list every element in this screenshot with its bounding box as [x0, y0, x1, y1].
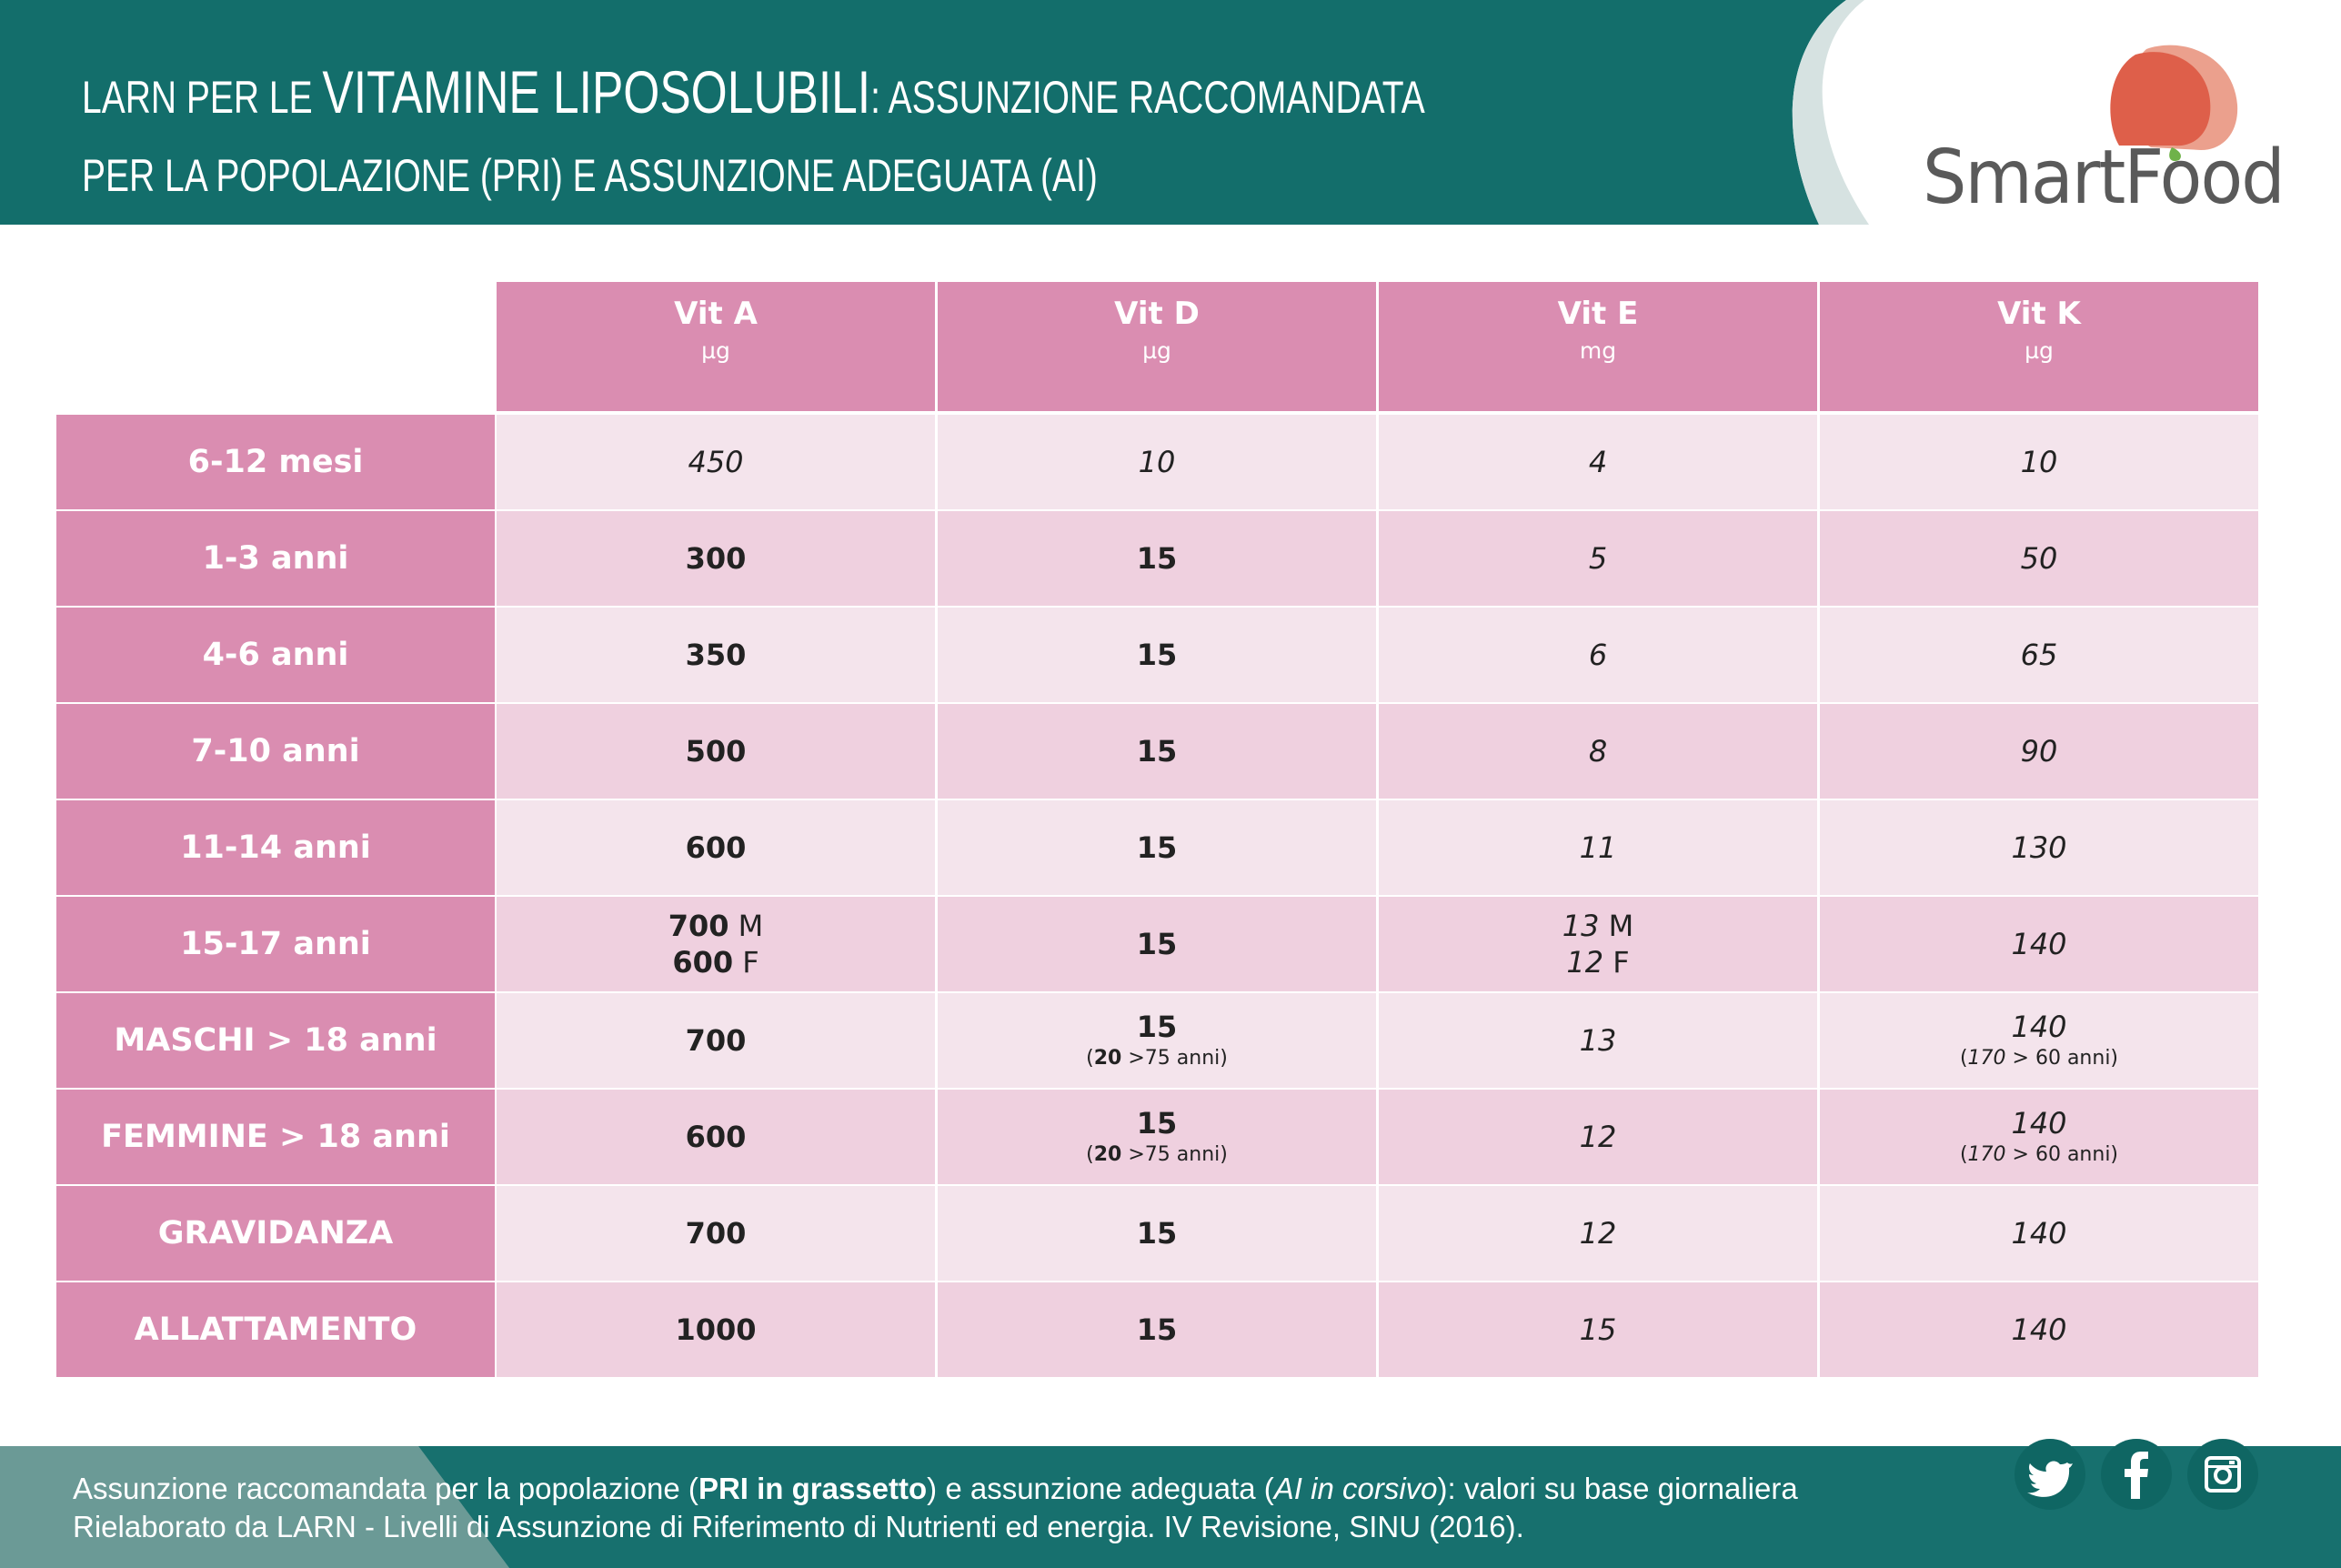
cell-value [686, 637, 747, 673]
logo-wordmark: SmartFood [1923, 135, 2284, 221]
cell-value [1580, 1215, 1617, 1251]
column-unit: mg [1579, 337, 1617, 364]
value-part: M [1599, 909, 1634, 943]
cell-value [1137, 1312, 1178, 1348]
cell-value [1562, 908, 1634, 944]
table-cell [1820, 608, 2258, 702]
value-part: 15 [1136, 1010, 1178, 1044]
value-part: 15 [1136, 638, 1178, 672]
column-unit: µg [701, 337, 730, 364]
footer-text-italic: AI in corsivo [1273, 1472, 1438, 1505]
footer-text: Assunzione raccomandata per la popolazione ( [73, 1472, 698, 1505]
value-part: ( [1086, 1047, 1094, 1070]
cell-note [1960, 1045, 2118, 1072]
cell-note [1960, 1141, 2118, 1169]
table-cell [1379, 608, 1817, 702]
table-cell [1820, 704, 2258, 799]
table-cell [497, 511, 935, 606]
column-name: Vit K [1997, 296, 2081, 332]
column-header-vit-k [1820, 282, 2258, 411]
cell-value [1137, 637, 1178, 673]
value-part: 50 [2020, 541, 2058, 576]
row-label: 15-17 anni [56, 897, 495, 991]
value-part: 12 [1579, 1120, 1617, 1154]
footer-text: ) e assunzione adeguata ( [927, 1472, 1274, 1505]
row-label: MASCHI > 18 anni [56, 993, 495, 1088]
value-part: > 60 anni) [2005, 1143, 2119, 1166]
table-cell [938, 415, 1376, 509]
cell-value [2021, 637, 2058, 673]
value-part: ( [1959, 1047, 1968, 1070]
value-part: 130 [2011, 830, 2067, 865]
title-part: : ASSUNZIONE RACCOMANDATA [870, 72, 1425, 123]
table-cell [497, 993, 935, 1088]
row-label: 7-10 anni [56, 704, 495, 799]
value-part: 15 [1136, 734, 1178, 769]
value-part: 12 [1566, 945, 1604, 980]
table-cell [1820, 415, 2258, 509]
table-cell [497, 1282, 935, 1377]
value-part: 600 [685, 1120, 747, 1154]
title-part: LARN PER LE [82, 72, 323, 123]
table-cell [938, 1186, 1376, 1281]
page-title [82, 53, 1425, 215]
cell-note [1086, 1045, 1228, 1072]
cell-value [1137, 1105, 1178, 1141]
title-line-1 [82, 53, 1425, 136]
table-cell [1379, 1282, 1817, 1377]
value-part: 6 [1588, 638, 1608, 672]
value-part: F [1603, 945, 1630, 980]
table-cell [1820, 1186, 2258, 1281]
cell-value [1566, 944, 1629, 980]
cell-value [1137, 733, 1178, 769]
value-part: 15 [1136, 1106, 1178, 1141]
cell-value [1580, 1119, 1617, 1155]
cell-value [1580, 1312, 1617, 1348]
column-unit: µg [1142, 337, 1171, 364]
table-cell [938, 1282, 1376, 1377]
instagram-icon[interactable] [2187, 1439, 2258, 1510]
cell-value [686, 829, 747, 866]
cell-value [686, 733, 747, 769]
cell-value [2011, 926, 2066, 962]
cell-value [1589, 637, 1607, 673]
cell-value [672, 944, 759, 980]
value-part: 11 [1579, 830, 1617, 865]
table-cell [938, 511, 1376, 606]
table-cell [938, 704, 1376, 799]
row-label: 6-12 mesi [56, 415, 495, 509]
value-part: 65 [2020, 638, 2058, 672]
cell-value [2011, 1009, 2066, 1045]
value-part: 700 [685, 1216, 747, 1251]
table-cell [497, 704, 935, 799]
value-part: 170 [1967, 1143, 2006, 1166]
value-part: >75 anni) [1121, 1047, 1228, 1070]
value-part: 600 [672, 945, 734, 980]
table-cell [497, 415, 935, 509]
header-banner [0, 0, 2341, 225]
cell-value [1137, 829, 1178, 866]
row-label: FEMMINE > 18 anni [56, 1090, 495, 1184]
cell-value [1589, 540, 1607, 577]
table-cell [1379, 704, 1817, 799]
cell-value [2011, 1105, 2066, 1141]
table-cell [1379, 1186, 1817, 1281]
cell-value [686, 1022, 747, 1059]
table-cell [938, 1090, 1376, 1184]
value-part: 10 [1138, 445, 1176, 479]
value-part: 170 [1967, 1047, 2006, 1070]
row-label: 1-3 anni [56, 511, 495, 606]
table-cell [1379, 1090, 1817, 1184]
value-part: 1000 [675, 1312, 757, 1347]
value-part: 10 [2020, 445, 2058, 479]
value-part: 140 [2011, 1312, 2067, 1347]
table-cell [1820, 993, 2258, 1088]
value-part: >75 anni) [1121, 1143, 1228, 1166]
cell-value [688, 444, 743, 480]
table-cell [1820, 897, 2258, 991]
row-label: ALLATTAMENTO [56, 1282, 495, 1377]
cell-value [686, 1215, 747, 1251]
value-part: 15 [1579, 1312, 1617, 1347]
cell-value [686, 540, 747, 577]
column-name: Vit E [1557, 296, 1639, 332]
table-cell [1820, 511, 2258, 606]
value-part: 13 [1579, 1023, 1617, 1058]
table-cell [1379, 415, 1817, 509]
footer-text: ): valori su base giornaliera [1437, 1472, 1798, 1505]
footer-text-bold: PRI in grassetto [698, 1472, 928, 1505]
title-line-2: PER LA POPOLAZIONE (PRI) E ASSUNZIONE ADEGUATA (AI) [82, 150, 1098, 201]
column-unit: µg [2025, 337, 2054, 364]
value-part: F [733, 945, 759, 980]
value-part: 600 [685, 830, 747, 865]
value-part: ( [1086, 1143, 1094, 1166]
cell-note [1086, 1141, 1228, 1169]
table-cell [497, 897, 935, 991]
value-part: 8 [1588, 734, 1608, 769]
value-part: M [728, 909, 764, 943]
cell-value [1580, 829, 1617, 866]
cell-value [2021, 540, 2058, 577]
value-part: 5 [1588, 541, 1608, 576]
twitter-icon[interactable] [2014, 1439, 2085, 1510]
value-part: 4 [1588, 445, 1608, 479]
column-header-vit-e [1379, 282, 1817, 411]
cell-value [2021, 444, 2058, 480]
value-part: 140 [2011, 1010, 2067, 1044]
value-part: 20 [1093, 1047, 1122, 1070]
value-part: 450 [688, 445, 744, 479]
row-label: 11-14 anni [56, 800, 495, 895]
cell-value [1137, 926, 1178, 962]
cell-value [668, 908, 764, 944]
cell-value [1580, 1022, 1617, 1059]
table-cell [497, 1090, 935, 1184]
value-part: 140 [2011, 927, 2067, 961]
value-part: 700 [685, 1023, 747, 1058]
table-cell [497, 608, 935, 702]
value-part: 500 [685, 734, 747, 769]
cell-value [2011, 829, 2066, 866]
table-cell [497, 800, 935, 895]
cell-value [1137, 1009, 1178, 1045]
value-part: 15 [1136, 830, 1178, 865]
table-cell [938, 608, 1376, 702]
value-part: 15 [1136, 1312, 1178, 1347]
column-header-vit-a [497, 282, 935, 411]
value-part: 300 [685, 541, 747, 576]
cell-value [1137, 540, 1178, 577]
table-cell [1820, 1282, 2258, 1377]
cell-value [1589, 733, 1607, 769]
cell-value [675, 1312, 756, 1348]
table-cell [938, 993, 1376, 1088]
value-part: 15 [1136, 927, 1178, 961]
table-cell [1820, 1090, 2258, 1184]
table-cell [1379, 993, 1817, 1088]
column-header-vit-d [938, 282, 1376, 411]
cell-value [2011, 1215, 2066, 1251]
value-part: 13 [1562, 909, 1600, 943]
cell-value [2011, 1312, 2066, 1348]
footer-legend [73, 1470, 1798, 1508]
column-name: Vit D [1114, 296, 1200, 332]
table-cell [1379, 511, 1817, 606]
value-part: 140 [2011, 1106, 2067, 1141]
cell-value [1137, 1215, 1178, 1251]
column-name: Vit A [674, 296, 758, 332]
value-part: > 60 anni) [2005, 1047, 2119, 1070]
table-cell [1379, 800, 1817, 895]
value-part: ( [1959, 1143, 1968, 1166]
cell-value [686, 1119, 747, 1155]
cell-value [1139, 444, 1176, 480]
value-part: 140 [2011, 1216, 2067, 1251]
row-label: 4-6 anni [56, 608, 495, 702]
table-cell [938, 897, 1376, 991]
value-part: 20 [1093, 1143, 1122, 1166]
value-part: 90 [2020, 734, 2058, 769]
row-label: GRAVIDANZA [56, 1186, 495, 1281]
table-cell [497, 1186, 935, 1281]
table-cell [1379, 897, 1817, 991]
table-cell [938, 800, 1376, 895]
value-part: 15 [1136, 1216, 1178, 1251]
title-highlight: VITAMINE LIPOSOLUBILI [322, 58, 871, 126]
facebook-icon[interactable] [2101, 1439, 2172, 1510]
footer-source: Rielaborato da LARN - Livelli di Assunzione di Riferimento di Nutrienti ed energia. IV Revisione, SINU (2016). [73, 1510, 1524, 1543]
footer-notes [73, 1470, 1798, 1546]
value-part: 350 [685, 638, 747, 672]
cell-value [2021, 733, 2058, 769]
cell-value [1589, 444, 1607, 480]
table-cell [1820, 800, 2258, 895]
value-part: 12 [1579, 1216, 1617, 1251]
value-part: 700 [668, 909, 729, 943]
value-part: 15 [1136, 541, 1178, 576]
